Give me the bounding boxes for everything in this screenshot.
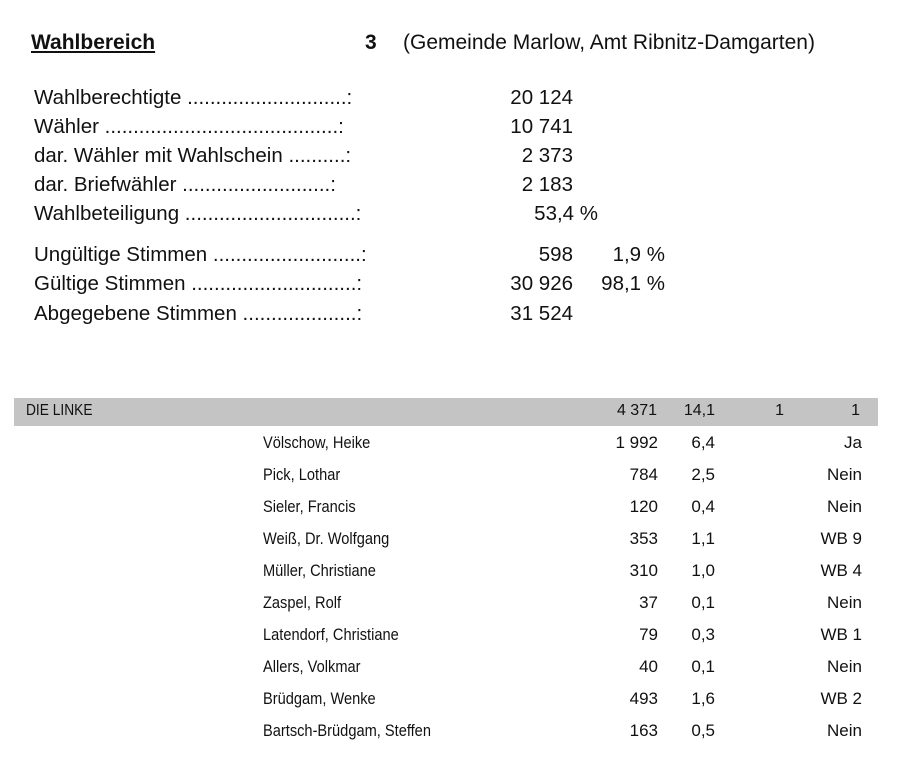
- candidate-votes: 120: [629, 497, 658, 516]
- candidate-percent: 2,5: [691, 465, 715, 484]
- stat-label-cast: Abgegebene Stimmen ....................:: [34, 302, 363, 325]
- stat-label-invalid: Ungültige Stimmen ..........................:: [34, 243, 367, 266]
- candidate-percent: 0,4: [691, 497, 715, 516]
- candidate-name: Allers, Volkmar: [263, 657, 361, 676]
- district-place: (Gemeinde Marlow, Amt Ribnitz-Damgarten): [403, 31, 815, 54]
- candidate-percent: 0,1: [691, 657, 715, 676]
- candidate-percent: 0,1: [691, 593, 715, 612]
- candidate-name: Weiß, Dr. Wolfgang: [263, 529, 390, 548]
- candidate-percent: 1,1: [691, 529, 715, 548]
- stat-label-eligible: Wahlberechtigte ............................:: [34, 86, 353, 109]
- party-name: DIE LINKE: [26, 402, 93, 419]
- stat-label-voters: Wähler .........................................:: [34, 115, 344, 138]
- stat-value-voters: 10 741: [510, 115, 573, 138]
- candidate-status: Nein: [827, 465, 862, 484]
- candidate-name: Völschow, Heike: [263, 433, 371, 452]
- candidate-name: Müller, Christiane: [263, 561, 376, 580]
- stat-label-valid: Gültige Stimmen .............................:: [34, 272, 363, 295]
- candidate-status: Nein: [827, 593, 862, 612]
- party-votes: 4 371: [616, 402, 657, 419]
- section-title: Wahlbereich: [31, 31, 156, 54]
- candidate-status: Nein: [827, 497, 862, 516]
- candidate-percent: 6,4: [691, 433, 715, 452]
- candidate-status: WB 2: [820, 689, 862, 708]
- party-seats-a: 1: [775, 402, 784, 419]
- candidate-votes: 40: [639, 657, 658, 676]
- stat-value-turnout: 53,4 %: [534, 202, 598, 225]
- candidate-status: Nein: [827, 721, 862, 740]
- candidate-percent: 1,6: [691, 689, 715, 708]
- stat-value-cast: 31 524: [510, 302, 573, 325]
- candidate-name: Zaspel, Rolf: [263, 593, 342, 612]
- candidate-name: Latendorf, Christiane: [263, 625, 399, 644]
- stat-label-voting-certificate: dar. Wähler mit Wahlschein ..........:: [34, 144, 352, 167]
- candidate-votes: 37: [639, 593, 658, 612]
- candidate-percent: 0,3: [691, 625, 715, 644]
- candidate-status: Nein: [827, 657, 862, 676]
- stat-label-turnout: Wahlbeteiligung ..............................:: [34, 202, 362, 225]
- candidate-name: Sieler, Francis: [263, 497, 356, 516]
- candidate-name: Brüdgam, Wenke: [263, 689, 376, 708]
- party-percent: 14,1: [683, 402, 715, 419]
- stat-label-postal-voters: dar. Briefwähler ..........................:: [34, 173, 336, 196]
- candidate-votes: 353: [629, 529, 658, 548]
- candidate-votes: 784: [629, 465, 658, 484]
- candidate-status: WB 1: [820, 625, 862, 644]
- candidate-name: Pick, Lothar: [263, 465, 341, 484]
- candidate-votes: 493: [629, 689, 658, 708]
- candidate-votes: 163: [629, 721, 658, 740]
- stat-value-postal-voters: 2 183: [521, 173, 573, 196]
- candidate-percent: 0,5: [691, 721, 715, 740]
- candidate-status: WB 9: [820, 529, 862, 548]
- party-seats-b: 1: [851, 402, 860, 419]
- district-number: 3: [365, 31, 377, 54]
- stat-value-eligible: 20 124: [510, 86, 573, 109]
- candidate-status: Ja: [844, 433, 862, 452]
- candidate-votes: 1 992: [615, 433, 658, 452]
- stat-value-voting-certificate: 2 373: [521, 144, 573, 167]
- stat-value-invalid: 598: [538, 243, 573, 266]
- candidate-status: WB 4: [820, 561, 862, 580]
- stat-value-valid: 30 926: [510, 272, 573, 295]
- candidate-percent: 1,0: [691, 561, 715, 580]
- candidate-votes: 79: [639, 625, 658, 644]
- candidate-votes: 310: [629, 561, 658, 580]
- stat-pct-valid: 98,1 %: [601, 272, 665, 295]
- candidate-name: Bartsch-Brüdgam, Steffen: [263, 721, 431, 740]
- stat-pct-invalid: 1,9 %: [612, 243, 665, 266]
